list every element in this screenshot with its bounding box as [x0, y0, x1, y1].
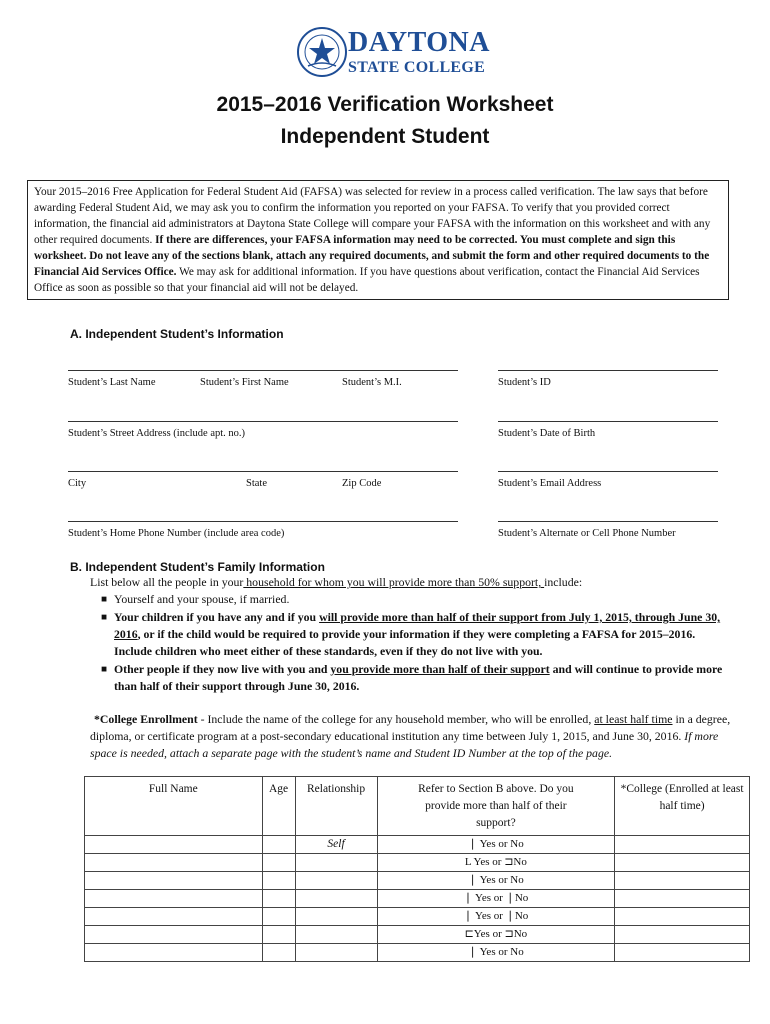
college-note-italic: If more space is needed, attach a separate page with the student’s name and Student ID Number at the top of the page. [90, 729, 719, 760]
relationship-cell[interactable] [295, 872, 377, 890]
state-label: State [246, 478, 267, 489]
last-name-label: Student’s Last Name [68, 377, 156, 388]
bullet-icon: ■ [101, 664, 108, 675]
college-note-underlined: at least half time [594, 712, 673, 726]
age-cell[interactable] [262, 908, 295, 926]
full-name-cell[interactable] [85, 944, 263, 962]
bullet-self [101, 591, 731, 608]
logo-name: DAYTONA [348, 27, 490, 58]
email-label: Student’s Email Address [498, 478, 602, 489]
bullet-self-text: Yourself and your spouse, if married. [114, 592, 290, 606]
bullet-icon: ■ [101, 594, 108, 605]
intro-part-b: include: [544, 575, 583, 589]
student-id-label: Student’s ID [498, 377, 551, 388]
dob-line[interactable] [498, 421, 718, 422]
relationship-cell[interactable] [295, 944, 377, 962]
support-yes-no-checkbox[interactable]: ❘ Yes or ❘No [377, 908, 615, 926]
home-phone-label: Student’s Home Phone Number (include area code) [68, 528, 285, 539]
relationship-cell[interactable] [295, 926, 377, 944]
age-cell[interactable] [262, 872, 295, 890]
full-name-cell[interactable] [85, 836, 263, 854]
bullet-others-text-a: Other people if they now live with you and [114, 662, 331, 676]
support-yes-no-checkbox[interactable]: ⊏Yes or ⊐No [377, 926, 615, 944]
college-enrollment-note [90, 711, 740, 762]
bullet-others-text-b: and will continue to provide more than half of their support through June 30, 2016. [114, 662, 723, 693]
mi-label: Student’s M.I. [342, 377, 402, 388]
logo-subtitle: STATE COLLEGE [348, 59, 486, 76]
household-table [84, 776, 750, 962]
age-cell[interactable] [262, 926, 295, 944]
dob-label: Student’s Date of Birth [498, 428, 596, 439]
bullet-children-text-underlined: will provide more than half of their support from July 1, 2015, through June 30, 2016 [114, 610, 721, 641]
bullet-icon: ■ [101, 612, 108, 623]
support-yes-no-checkbox[interactable]: ❘ Yes or No [377, 836, 615, 854]
intro-bold-text: If there are differences, your FAFSA information may need to be corrected. You must complete and sign this worksheet. Do not leave any of the sections blank, attach any required documents, and submit the form and other required documents to the Financial Aid Services Office. [34, 234, 710, 278]
intro-text: Your 2015–2016 Free Application for Federal Student Aid (FAFSA) was selected for review in a process called verification. The law says that before awarding Federal Student Aid, we may ask you to confirm the information you reported on your FAFSA. To verify that you provided correct information, the financial aid administrators at Daytona State College will compare your FAFSA with the information on this worksheet and with any other required documents. [34, 186, 711, 246]
intro-part-underlined: household for whom you will provide more than 50% support, [243, 575, 545, 589]
city-state-zip-line[interactable] [68, 471, 458, 472]
table-row [85, 836, 750, 854]
alt-phone-label: Student’s Alternate or Cell Phone Number [498, 528, 676, 539]
college-cell[interactable] [615, 836, 750, 854]
header-full-name: Full Name [85, 777, 263, 836]
table-row [85, 926, 750, 944]
relationship-cell[interactable] [295, 836, 377, 854]
first-name-label: Student’s First Name [200, 377, 289, 388]
bullet-others [101, 661, 731, 695]
header-age: Age [262, 777, 295, 836]
support-yes-no-checkbox[interactable]: ❘ Yes or No [377, 872, 615, 890]
table-row [85, 890, 750, 908]
age-cell[interactable] [262, 890, 295, 908]
college-cell[interactable] [615, 926, 750, 944]
bullet-others-text-underlined: you provide more than half of their support [330, 662, 550, 676]
street-address-label: Student’s Street Address (include apt. no.) [68, 428, 246, 439]
intro-box [27, 180, 729, 300]
student-id-line[interactable] [498, 370, 718, 371]
table-row [85, 944, 750, 962]
college-logo [296, 26, 490, 84]
name-line[interactable] [68, 370, 458, 371]
support-yes-no-checkbox[interactable]: L Yes or ⊐No [377, 854, 615, 872]
relationship-cell[interactable] [295, 890, 377, 908]
relationship-value: Self [327, 838, 345, 850]
support-yes-no-checkbox[interactable]: ❘ Yes or No [377, 944, 615, 962]
table-row [85, 854, 750, 872]
college-note-text-a: - Include the name of the college for any household member, who will be enrolled, [197, 712, 595, 726]
email-line[interactable] [498, 471, 718, 472]
college-note-text-b: in a degree, diploma, or certificate program at a post-secondary educational institution any time between July 1, 2015, and June 30, 2016. [90, 712, 731, 743]
relationship-cell[interactable] [295, 908, 377, 926]
age-cell[interactable] [262, 944, 295, 962]
section-a-heading: A. Independent Student’s Information [70, 327, 284, 341]
table-header-row [85, 777, 750, 836]
full-name-cell[interactable] [85, 926, 263, 944]
full-name-cell[interactable] [85, 890, 263, 908]
full-name-cell[interactable] [85, 908, 263, 926]
header-relationship: Relationship [295, 777, 377, 836]
full-name-cell[interactable] [85, 872, 263, 890]
college-note-bold: *College Enrollment [94, 712, 198, 726]
full-name-cell[interactable] [85, 854, 263, 872]
age-cell[interactable] [262, 854, 295, 872]
college-cell[interactable] [615, 872, 750, 890]
header-support: Refer to Section B above. Do you provide more than half of their support? [377, 777, 615, 836]
city-label: City [68, 478, 87, 489]
relationship-cell[interactable] [295, 854, 377, 872]
bullet-children-text-b: , or if the child would be required to provide your information if they were completing a FAFSA for 2015–2016. Include children who meet either of these standards, even if they do not live with you. [114, 627, 696, 658]
street-address-line[interactable] [68, 421, 458, 422]
section-b-heading: B. Independent Student’s Family Information [70, 560, 325, 574]
college-cell[interactable] [615, 854, 750, 872]
table-row [85, 908, 750, 926]
bullet-children-text-a: Your children if you have any and if you [114, 610, 320, 624]
header-college: *College (Enrolled at least half time) [615, 777, 750, 836]
age-cell[interactable] [262, 836, 295, 854]
worksheet-title: 2015–2016 Verification Worksheet [216, 93, 554, 116]
section-b-intro [90, 574, 740, 591]
intro-part-a: List below all the people in your [90, 575, 244, 589]
college-seal-icon [296, 26, 348, 78]
alt-phone-line[interactable] [498, 521, 718, 522]
intro-text-end: We may ask for additional information. If you have questions about verification, contact the Financial Aid Services Office as soon as possible so that your financial aid will not be delayed. [34, 266, 700, 294]
bullet-children [101, 609, 731, 660]
home-phone-line[interactable] [68, 521, 458, 522]
college-cell[interactable] [615, 944, 750, 962]
college-cell[interactable] [615, 890, 750, 908]
zip-label: Zip Code [342, 478, 382, 489]
support-yes-no-checkbox[interactable]: ❘ Yes or ❘No [377, 890, 615, 908]
college-cell[interactable] [615, 908, 750, 926]
worksheet-subtitle: Independent Student [280, 125, 490, 148]
table-row [85, 872, 750, 890]
